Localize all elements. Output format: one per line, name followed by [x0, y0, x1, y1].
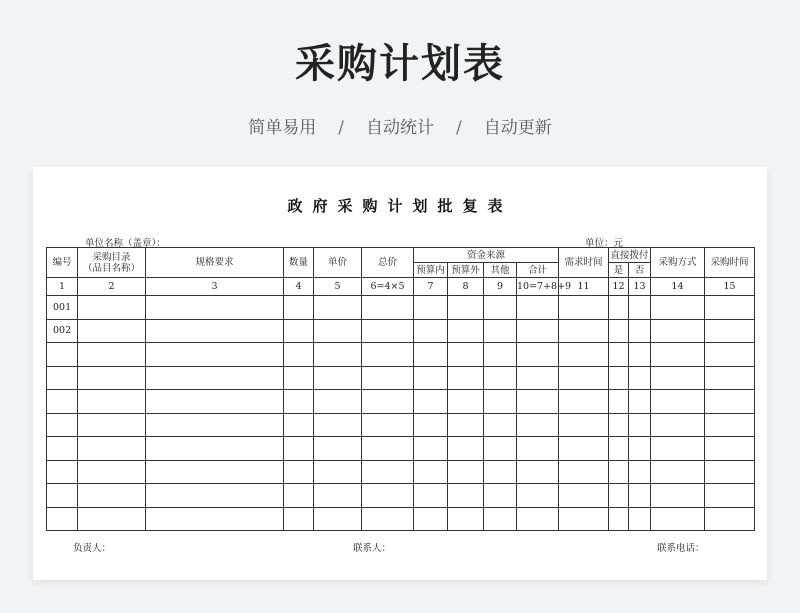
- procurement-table: [46, 247, 755, 531]
- table-cell[interactable]: [448, 507, 484, 531]
- contact-label: 联系人：: [353, 543, 392, 554]
- table-cell[interactable]: [651, 484, 705, 508]
- table-cell[interactable]: [78, 296, 146, 320]
- table-row: [47, 460, 755, 484]
- table-cell[interactable]: [284, 413, 314, 437]
- table-cell[interactable]: [609, 366, 629, 390]
- index-cell: 2: [78, 278, 146, 296]
- table-cell[interactable]: [362, 437, 414, 461]
- table-cell[interactable]: [314, 460, 362, 484]
- table-cell[interactable]: [651, 437, 705, 461]
- index-row: [47, 278, 755, 296]
- table-cell[interactable]: [362, 319, 414, 343]
- table-cell[interactable]: [314, 319, 362, 343]
- table-cell[interactable]: [705, 484, 755, 508]
- table-cell[interactable]: [146, 296, 284, 320]
- table-cell[interactable]: [414, 296, 448, 320]
- table-cell[interactable]: [146, 460, 284, 484]
- table-cell[interactable]: [414, 507, 448, 531]
- table-cell[interactable]: [609, 484, 629, 508]
- table-cell[interactable]: [284, 343, 314, 367]
- table-cell[interactable]: [448, 437, 484, 461]
- page-title: 采购计划表: [295, 41, 505, 87]
- index-cell: 12: [609, 278, 629, 296]
- table-cell[interactable]: [705, 343, 755, 367]
- table-cell[interactable]: [609, 460, 629, 484]
- table-cell[interactable]: [284, 319, 314, 343]
- table-cell[interactable]: [314, 413, 362, 437]
- table-cell[interactable]: [517, 366, 559, 390]
- table-cell[interactable]: [651, 507, 705, 531]
- table-cell[interactable]: [284, 460, 314, 484]
- table-cell[interactable]: [314, 437, 362, 461]
- table-cell[interactable]: [629, 507, 651, 531]
- index-cell: 14: [651, 278, 705, 296]
- table-cell[interactable]: [705, 296, 755, 320]
- table-cell[interactable]: [362, 366, 414, 390]
- header-purchase-time: 采购时间: [705, 248, 755, 278]
- table-cell[interactable]: [651, 413, 705, 437]
- table-cell[interactable]: [609, 437, 629, 461]
- table-cell[interactable]: [414, 366, 448, 390]
- table-cell[interactable]: [484, 413, 517, 437]
- header-quantity: 数量: [284, 248, 314, 278]
- document-title: 政府采购计划批复表: [287, 197, 513, 215]
- table-cell[interactable]: [414, 460, 448, 484]
- table-cell[interactable]: [705, 437, 755, 461]
- header-need-time: 需求时间: [559, 248, 609, 278]
- table-cell[interactable]: [448, 319, 484, 343]
- table-cell[interactable]: [629, 296, 651, 320]
- index-cell: 3: [146, 278, 284, 296]
- header-yes: 是: [609, 263, 629, 278]
- table-cell[interactable]: [448, 296, 484, 320]
- index-cell: 4: [284, 278, 314, 296]
- header-catalog-line1: 采购目录: [92, 251, 131, 263]
- table-cell[interactable]: [651, 343, 705, 367]
- index-cell: 15: [705, 278, 755, 296]
- row-id-cell[interactable]: [47, 484, 78, 508]
- index-cell: 11: [559, 278, 609, 296]
- header-direct-pay: 直接拨付: [610, 249, 649, 261]
- header-catalog-line2: （品目名称）: [82, 262, 140, 274]
- table-cell[interactable]: [146, 413, 284, 437]
- tag-easy: 简单易用: [248, 118, 317, 138]
- table-cell[interactable]: [146, 390, 284, 414]
- header-total-price: 总价: [362, 248, 414, 278]
- tag-auto-stats: 自动统计: [366, 118, 434, 138]
- table-cell[interactable]: [78, 366, 146, 390]
- table-cell[interactable]: [314, 296, 362, 320]
- table-cell[interactable]: [484, 507, 517, 531]
- table-cell[interactable]: [609, 343, 629, 367]
- table-cell[interactable]: [484, 460, 517, 484]
- table-cell[interactable]: [146, 507, 284, 531]
- table-cell[interactable]: [362, 390, 414, 414]
- header-catalog: [78, 248, 146, 278]
- feature-tags: [0, 113, 800, 138]
- table-cell[interactable]: [448, 460, 484, 484]
- table-cell[interactable]: [651, 366, 705, 390]
- table-cell[interactable]: [705, 366, 755, 390]
- contact-phone-label: 联系电话：: [657, 543, 705, 554]
- header-fund-total: 合计: [517, 263, 559, 278]
- row-id-cell[interactable]: [47, 460, 78, 484]
- index-cell: 7: [414, 278, 448, 296]
- row-id-cell[interactable]: [47, 437, 78, 461]
- table-cell[interactable]: [484, 484, 517, 508]
- header-unit-price: 单价: [314, 248, 362, 278]
- table-cell[interactable]: [78, 507, 146, 531]
- table-cell[interactable]: [651, 296, 705, 320]
- unit-name-label: 单位名称（盖章）：: [85, 238, 166, 249]
- table-cell[interactable]: [448, 343, 484, 367]
- index-cell: 5: [314, 278, 362, 296]
- table-row: [47, 366, 755, 390]
- document-sheet: [33, 167, 767, 580]
- table-cell[interactable]: [146, 437, 284, 461]
- table-row: [47, 507, 755, 531]
- tag-separator: /: [456, 118, 462, 138]
- header-funding-source: 资金来源: [414, 248, 559, 263]
- index-cell: 9: [484, 278, 517, 296]
- table-row: [47, 484, 755, 508]
- header-method: 采购方式: [651, 248, 705, 278]
- table-cell[interactable]: [517, 437, 559, 461]
- table-cell[interactable]: [651, 460, 705, 484]
- index-cell: 6=4×5: [362, 278, 414, 296]
- table-cell[interactable]: [78, 319, 146, 343]
- table-cell[interactable]: [705, 413, 755, 437]
- currency-unit-label: 单位：元: [585, 238, 624, 249]
- row-id-cell[interactable]: [47, 507, 78, 531]
- table-cell[interactable]: [284, 296, 314, 320]
- table-cell[interactable]: [448, 484, 484, 508]
- table-cell[interactable]: [629, 437, 651, 461]
- table-cell[interactable]: [414, 484, 448, 508]
- table-cell[interactable]: [146, 366, 284, 390]
- table-cell[interactable]: [284, 437, 314, 461]
- table-cell[interactable]: [484, 437, 517, 461]
- index-cell: 1: [47, 278, 78, 296]
- table-cell[interactable]: [314, 343, 362, 367]
- table-cell[interactable]: [314, 484, 362, 508]
- table-cell[interactable]: [629, 366, 651, 390]
- tag-separator: /: [338, 118, 344, 138]
- table-cell[interactable]: [146, 343, 284, 367]
- table-cell[interactable]: [517, 319, 559, 343]
- tag-auto-update: 自动更新: [483, 118, 552, 138]
- table-cell[interactable]: [517, 460, 559, 484]
- header-fund-other: 其他: [484, 263, 517, 278]
- row-id-cell[interactable]: [47, 366, 78, 390]
- table-row: [47, 390, 755, 414]
- table-cell[interactable]: [448, 390, 484, 414]
- table-cell[interactable]: [484, 319, 517, 343]
- table-cell[interactable]: [284, 366, 314, 390]
- table-cell[interactable]: [314, 507, 362, 531]
- table-cell[interactable]: [629, 460, 651, 484]
- table-cell[interactable]: [559, 296, 609, 320]
- table-cell[interactable]: [705, 390, 755, 414]
- table-cell[interactable]: [705, 319, 755, 343]
- table-cell[interactable]: [284, 507, 314, 531]
- table-cell[interactable]: [284, 484, 314, 508]
- index-cell: 10=7+8+9: [517, 278, 559, 296]
- table-cell[interactable]: [484, 296, 517, 320]
- table-cell[interactable]: [484, 390, 517, 414]
- table-cell[interactable]: [362, 460, 414, 484]
- table-cell[interactable]: [414, 343, 448, 367]
- table-cell[interactable]: [705, 460, 755, 484]
- table-cell[interactable]: [517, 390, 559, 414]
- table-cell[interactable]: [362, 413, 414, 437]
- table-row: [47, 437, 755, 461]
- table-cell[interactable]: [517, 484, 559, 508]
- table-cell[interactable]: [484, 366, 517, 390]
- table-cell[interactable]: [362, 484, 414, 508]
- table-cell[interactable]: [517, 413, 559, 437]
- table-cell[interactable]: [414, 413, 448, 437]
- table-cell[interactable]: [146, 319, 284, 343]
- header-fund-out-budget: 预算外: [448, 263, 484, 278]
- table-cell[interactable]: [78, 460, 146, 484]
- table-cell[interactable]: [629, 343, 651, 367]
- row-id-cell[interactable]: [47, 390, 78, 414]
- table-row: [47, 296, 755, 320]
- table-cell[interactable]: [609, 390, 629, 414]
- row-id-cell[interactable]: [47, 343, 78, 367]
- index-cell: 13: [629, 278, 651, 296]
- table-cell[interactable]: [629, 413, 651, 437]
- table-cell[interactable]: [651, 319, 705, 343]
- table-cell[interactable]: [559, 366, 609, 390]
- header-id: 编号: [47, 248, 78, 278]
- table-cell[interactable]: [517, 507, 559, 531]
- table-cell[interactable]: [559, 507, 609, 531]
- table-cell[interactable]: [609, 507, 629, 531]
- table-cell[interactable]: [414, 319, 448, 343]
- table-cell[interactable]: [651, 390, 705, 414]
- table-cell[interactable]: [609, 413, 629, 437]
- table-cell[interactable]: [559, 437, 609, 461]
- header-no: 否: [629, 263, 651, 278]
- table-cell[interactable]: [78, 343, 146, 367]
- table-row: [47, 413, 755, 437]
- table-cell[interactable]: [629, 390, 651, 414]
- row-id-cell[interactable]: [47, 413, 78, 437]
- table-cell[interactable]: [284, 390, 314, 414]
- table-cell[interactable]: [78, 484, 146, 508]
- table-cell[interactable]: [146, 484, 284, 508]
- table-cell[interactable]: [559, 460, 609, 484]
- table-cell[interactable]: [414, 390, 448, 414]
- table-cell[interactable]: [609, 296, 629, 320]
- header-fund-in-budget: 预算内: [414, 263, 448, 278]
- table-cell[interactable]: [517, 296, 559, 320]
- table-cell[interactable]: [629, 319, 651, 343]
- table-cell[interactable]: [559, 319, 609, 343]
- table-cell[interactable]: [484, 343, 517, 367]
- table-cell[interactable]: [517, 343, 559, 367]
- table-cell[interactable]: [448, 413, 484, 437]
- table-cell[interactable]: [362, 343, 414, 367]
- row-id-cell[interactable]: 002: [47, 319, 78, 343]
- row-id-cell[interactable]: 001: [47, 296, 78, 320]
- table-cell[interactable]: [559, 413, 609, 437]
- table-cell[interactable]: [559, 390, 609, 414]
- table-row: [47, 343, 755, 367]
- table-cell[interactable]: [78, 437, 146, 461]
- header-row-1: [47, 248, 755, 263]
- table-row: [47, 319, 755, 343]
- table-cell[interactable]: [705, 507, 755, 531]
- table-cell[interactable]: [362, 507, 414, 531]
- table-cell[interactable]: [362, 296, 414, 320]
- table-cell[interactable]: [448, 366, 484, 390]
- header-spec: 规格要求: [146, 248, 284, 278]
- table-cell[interactable]: [314, 390, 362, 414]
- table-cell[interactable]: [78, 413, 146, 437]
- table-cell[interactable]: [78, 390, 146, 414]
- table-cell[interactable]: [559, 343, 609, 367]
- table-cell[interactable]: [559, 484, 609, 508]
- table-cell[interactable]: [314, 366, 362, 390]
- person-in-charge-label: 负责人：: [73, 543, 112, 554]
- table-cell[interactable]: [414, 437, 448, 461]
- index-cell: 8: [448, 278, 484, 296]
- table-cell[interactable]: [609, 319, 629, 343]
- table-cell[interactable]: [629, 484, 651, 508]
